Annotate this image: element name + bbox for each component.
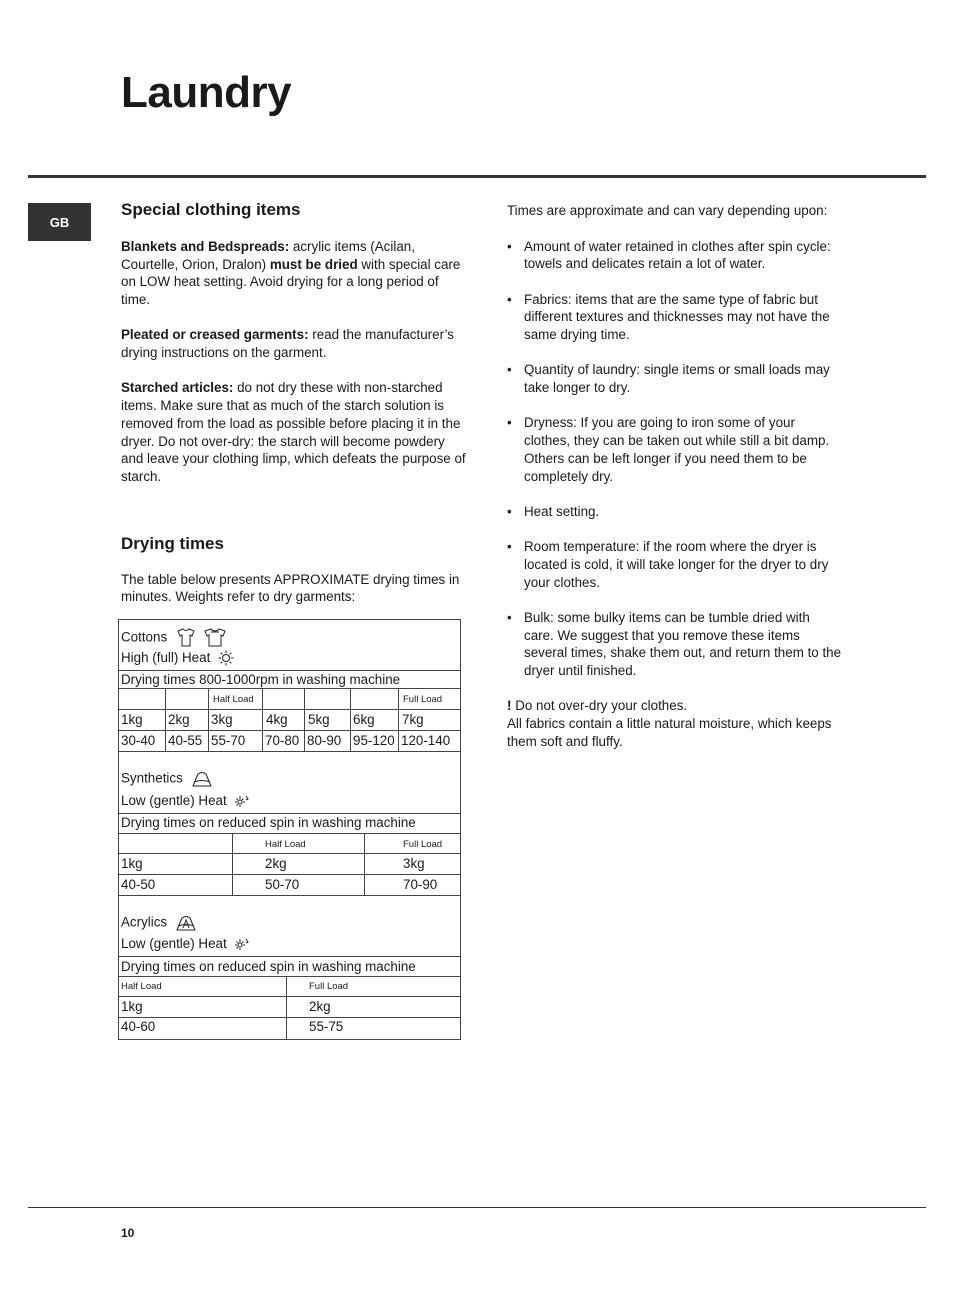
cottons-label-line — [121, 627, 227, 649]
synthetics-note: Drying times on reduced spin in washing machine — [121, 815, 416, 830]
synthetics-heat-line — [121, 793, 250, 808]
acrylics-full-load: Full Load — [286, 977, 460, 997]
drying-intro: The table below presents APPROXIMATE drying times in minutes. Weights refer to dry garments: — [121, 571, 460, 605]
acrylics-heat-line — [121, 936, 250, 951]
language-tab: GB — [28, 203, 91, 241]
high-heat-icon — [218, 650, 234, 666]
pleated-paragraph — [121, 326, 466, 361]
table-cell: 7kg — [398, 710, 460, 731]
cottons-weights-row — [119, 709, 460, 731]
acrylics-times-row — [119, 1017, 460, 1039]
table-cell: 2kg — [165, 710, 208, 731]
cottons-label: Cottons — [121, 629, 168, 645]
synthetics-times-row — [119, 874, 460, 896]
blankets-paragraph — [121, 238, 466, 309]
table-cell: 30-40 — [121, 733, 156, 748]
list-item: • Room temperature: if the room where the dryer is located is cold, it will take longer for the dryer to dry your clothes. — [507, 538, 842, 591]
table-cell: 70-90 — [364, 875, 460, 896]
acrylics-tumble-icon — [175, 914, 197, 932]
cottons-load-cell — [262, 689, 304, 710]
table-cell: 120-140 — [398, 731, 460, 752]
list-item: • Dryness: If you are going to iron some of your clothes, they can be taken out while still a bit damp. Others can be left longer if you need them to be completely dry. — [507, 414, 842, 485]
starched-label: Starched articles: — [121, 380, 234, 396]
acrylics-label-line — [121, 914, 197, 932]
cottons-heat-line — [121, 650, 234, 666]
pleated-label: Pleated or creased garments: — [121, 327, 309, 343]
table-cell: 50-70 — [232, 875, 393, 896]
table-cell: 40-60 — [121, 1019, 156, 1034]
header-rule — [28, 175, 926, 178]
blankets-label: Blankets and Bedspreads: — [121, 239, 290, 254]
blankets-text-1: acrylic items (Acilan, Courtelle, Orion, Dralon) — [121, 239, 415, 272]
page-title: Laundry — [121, 68, 292, 117]
page-number: 10 — [121, 1226, 135, 1240]
cottons-load-cell — [304, 689, 350, 710]
acrylics-load-row — [119, 976, 460, 997]
starched-paragraph — [121, 379, 466, 485]
acrylics-weights-row — [119, 996, 460, 1018]
acrylics-half-load: Half Load — [121, 981, 162, 992]
table-cell: 6kg — [350, 710, 398, 731]
table-cell: 95-120 — [350, 731, 398, 752]
synthetics-weights-row — [119, 853, 460, 875]
cottons-note-row — [119, 670, 460, 689]
factors-intro: Times are approximate and can vary depending upon: — [507, 203, 828, 218]
list-item: • Quantity of laundry: single items or small loads may take longer to dry. — [507, 361, 842, 396]
drying-times-table — [118, 619, 461, 1040]
left-column — [121, 200, 466, 606]
synthetics-label: Synthetics — [121, 770, 183, 786]
low-heat-icon — [234, 937, 250, 951]
acrylics-note: Drying times on reduced spin in washing machine — [121, 959, 416, 974]
starched-text: do not dry these with non-starched items. Make sure that as much of the starch solution is removed from the load as possible before placing it in the dryer. Do not over-dry: the starch will become powdery and leave your clothing limp, which defeats the purpose of starch. — [121, 380, 466, 484]
cottons-heat: High (full) Heat — [121, 650, 211, 665]
synthetics-load-cell — [119, 834, 231, 854]
synthetics-half-load: Half Load — [232, 834, 393, 854]
table-cell: 70-80 — [262, 731, 304, 752]
table-cell: 3kg — [208, 710, 262, 731]
table-cell: 1kg — [121, 999, 143, 1014]
list-item: • Fabrics: items that are the same type of fabric but different textures and thicknesses may not have the same drying time. — [507, 291, 842, 344]
list-item: • Amount of water retained in clothes after spin cycle: towels and delicates retain a lot of water. — [507, 238, 842, 273]
synthetics-load-row — [119, 833, 460, 854]
cottons-full-load: Full Load — [398, 689, 460, 710]
blankets-text-2: with special care on LOW heat setting. Avoid drying for a long period of time. — [121, 256, 461, 308]
synthetics-heat: Low (gentle) Heat — [121, 793, 227, 808]
table-cell: 55-75 — [286, 1018, 460, 1039]
table-cell: 3kg — [364, 854, 460, 875]
footer-rule — [28, 1207, 926, 1208]
right-column — [507, 202, 842, 750]
acrylics-label: Acrylics — [121, 914, 168, 930]
table-cell: 40-55 — [165, 731, 208, 752]
table-cell: 80-90 — [304, 731, 350, 752]
acrylics-note-row — [119, 956, 460, 977]
cottons-note: Drying times 800-1000rpm in washing machine — [121, 672, 401, 687]
table-cell: 40-50 — [121, 877, 156, 892]
special-heading: Special clothing items — [121, 200, 301, 219]
synthetics-separator — [119, 751, 460, 752]
list-item: • Heat setting. — [507, 503, 842, 521]
table-cell: 5kg — [304, 710, 351, 731]
synthetics-full-load: Full Load — [364, 834, 460, 854]
synthetics-label-line — [121, 770, 213, 788]
synthetics-tumble-icon — [191, 770, 213, 788]
moisture-note: All fabrics contain a little natural moisture, which keeps them soft and fluffy. — [507, 715, 832, 749]
cottons-load-cell — [165, 689, 208, 710]
low-heat-icon — [234, 794, 250, 808]
warning-text: Do not over-dry your clothes. — [511, 698, 688, 714]
acrylics-separator — [119, 895, 460, 896]
table-cell: 4kg — [262, 710, 305, 731]
tshirt-icons — [175, 627, 227, 649]
table-cell: 2kg — [286, 997, 460, 1018]
cottons-load-row — [119, 688, 460, 710]
table-cell: 55-70 — [208, 731, 262, 752]
synthetics-note-row — [119, 813, 460, 834]
table-cell: 1kg — [121, 856, 143, 871]
list-item: • Bulk: some bulky items can be tumble dried with care. We suggest that you remove these items several times, shake them out, and return them to the dryer until finished. — [507, 609, 842, 680]
cottons-half-load: Half Load — [208, 689, 262, 710]
warning-line — [507, 697, 842, 715]
acrylics-heat: Low (gentle) Heat — [121, 936, 227, 951]
drying-heading: Drying times — [121, 533, 224, 553]
pleated-text: read the manufacturer’s drying instructions on the garment. — [121, 327, 454, 361]
cottons-load-cell — [119, 689, 164, 710]
blankets-emphasis: must be dried — [269, 256, 358, 272]
table-cell: 2kg — [232, 854, 393, 875]
table-cell: 1kg — [121, 712, 143, 727]
warning-mark: ! — [507, 698, 512, 714]
cottons-load-cell — [350, 689, 398, 710]
factors-list — [507, 238, 842, 680]
cottons-times-row — [119, 730, 460, 752]
